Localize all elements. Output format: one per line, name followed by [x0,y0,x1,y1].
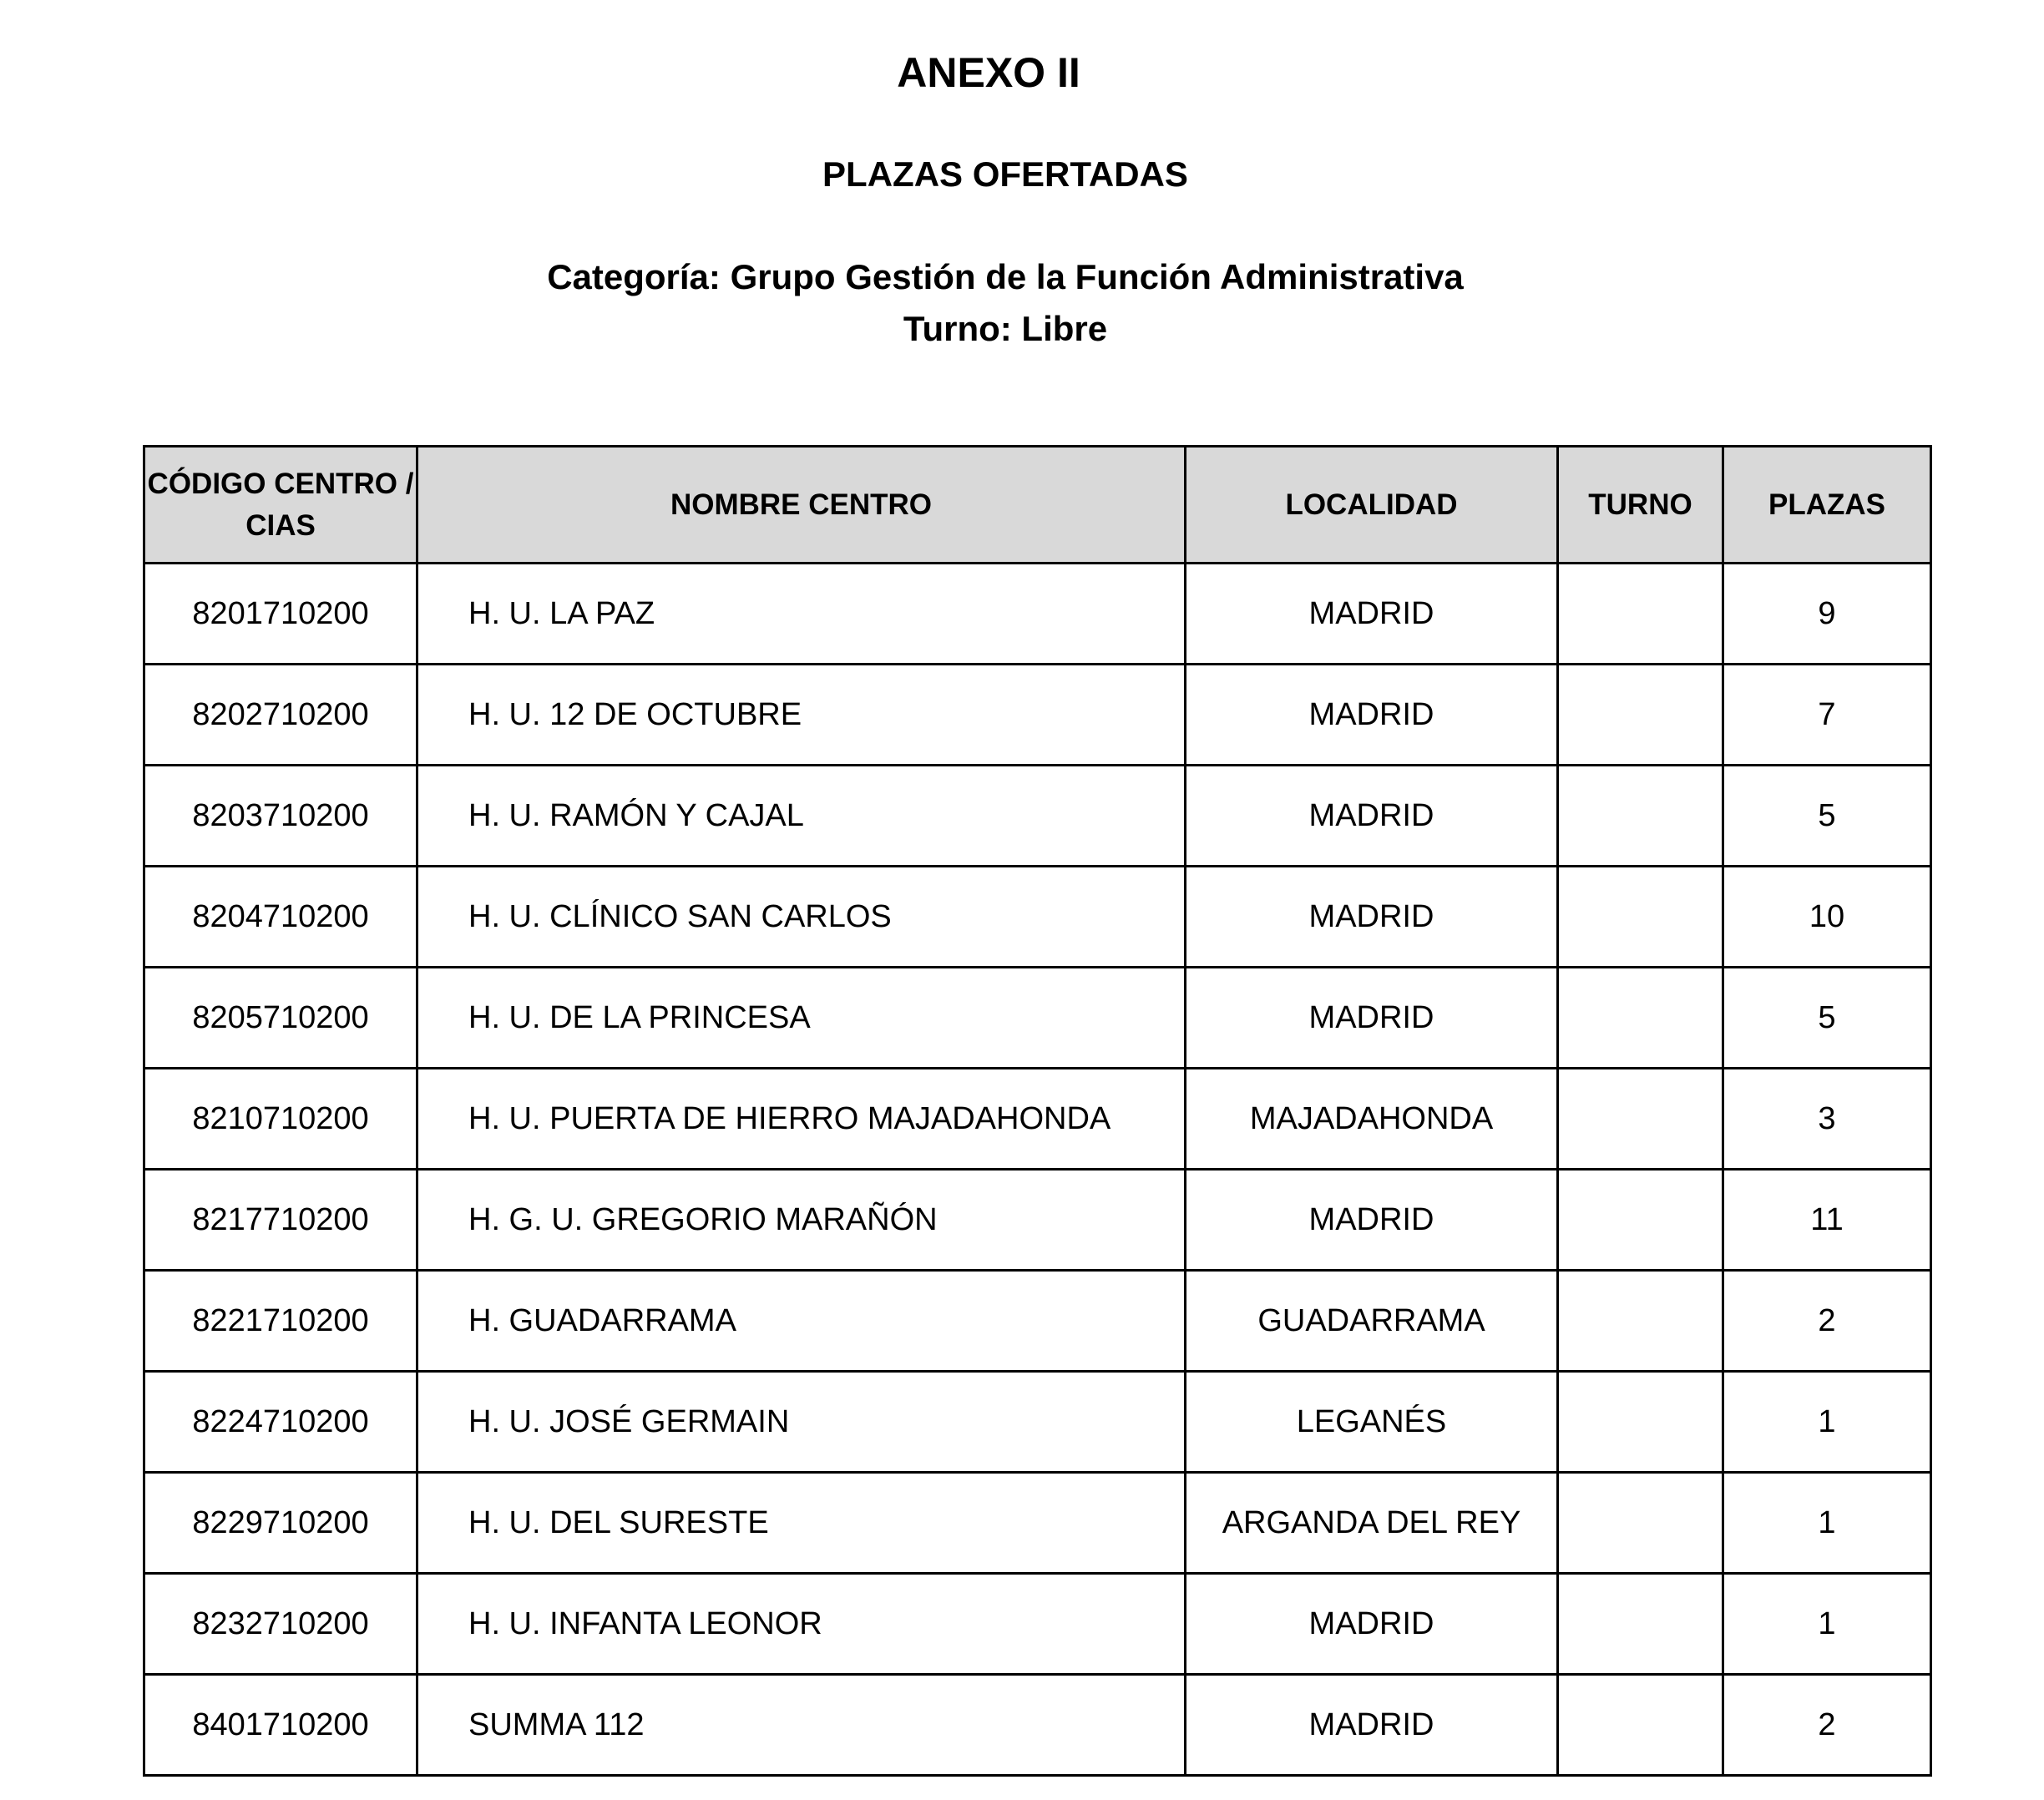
cell-locality: LEGANÉS [1186,1372,1558,1473]
cell-locality: MADRID [1186,867,1558,968]
cell-plazas: 11 [1723,1170,1931,1271]
cell-turno [1558,1473,1723,1574]
cell-plazas: 7 [1723,665,1931,766]
cell-name: H. U. 12 DE OCTUBRE [417,665,1186,766]
category-line: Categoría: Grupo Gestión de la Función Administrativa [547,257,1464,296]
cell-plazas: 2 [1723,1271,1931,1372]
cell-plazas: 1 [1723,1473,1931,1574]
cell-locality: MADRID [1186,1574,1558,1675]
cell-plazas: 1 [1723,1372,1931,1473]
cell-locality: GUADARRAMA [1186,1271,1558,1372]
cell-code: 8210710200 [144,1069,417,1170]
cell-name: SUMMA 112 [417,1675,1186,1776]
document-title: ANEXO II [897,49,1080,96]
table-row [144,1675,1931,1776]
header-locality: LOCALIDAD [1186,447,1558,564]
table-row [144,1372,1931,1473]
header-plazas: PLAZAS [1723,447,1931,564]
table-row [144,1473,1931,1574]
cell-turno [1558,867,1723,968]
cell-code: 8229710200 [144,1473,417,1574]
cell-code: 8224710200 [144,1372,417,1473]
table-body [144,564,1931,1776]
cell-turno [1558,1170,1723,1271]
cell-locality: MADRID [1186,1675,1558,1776]
table-row [144,564,1931,665]
cell-code: 8201710200 [144,564,417,665]
cell-turno [1558,1675,1723,1776]
cell-name: H. U. JOSÉ GERMAIN [417,1372,1186,1473]
cell-plazas: 10 [1723,867,1931,968]
cell-locality: MAJADAHONDA [1186,1069,1558,1170]
cell-code: 8401710200 [144,1675,417,1776]
cell-turno [1558,1372,1723,1473]
header-name: NOMBRE CENTRO [417,447,1186,564]
cell-code: 8232710200 [144,1574,417,1675]
turno-line: Turno: Libre [903,309,1108,348]
cell-name: H. GUADARRAMA [417,1271,1186,1372]
cell-code: 8202710200 [144,665,417,766]
table-row [144,1170,1931,1271]
table-row [144,968,1931,1069]
cell-locality: MADRID [1186,968,1558,1069]
cell-code: 8217710200 [144,1170,417,1271]
header-turno: TURNO [1558,447,1723,564]
cell-code: 8205710200 [144,968,417,1069]
document-subtitle: PLAZAS OFERTADAS [822,154,1188,194]
cell-name: H. G. U. GREGORIO MARAÑÓN [417,1170,1186,1271]
cell-locality: MADRID [1186,665,1558,766]
table-row [144,766,1931,867]
cell-plazas: 2 [1723,1675,1931,1776]
cell-code: 8221710200 [144,1271,417,1372]
cell-plazas: 3 [1723,1069,1931,1170]
cell-name: H. U. INFANTA LEONOR [417,1574,1186,1675]
cell-turno [1558,1271,1723,1372]
cell-turno [1558,766,1723,867]
table-row [144,1574,1931,1675]
header-code: CÓDIGO CENTRO / CIAS [144,447,417,564]
cell-turno [1558,665,1723,766]
cell-name: H. U. DE LA PRINCESA [417,968,1186,1069]
cell-turno [1558,564,1723,665]
cell-turno [1558,1069,1723,1170]
cell-plazas: 5 [1723,766,1931,867]
cell-plazas: 9 [1723,564,1931,665]
table-header-row [144,447,1931,564]
cell-code: 8204710200 [144,867,417,968]
cell-code: 8203710200 [144,766,417,867]
cell-plazas: 1 [1723,1574,1931,1675]
cell-name: H. U. RAMÓN Y CAJAL [417,766,1186,867]
cell-turno [1558,1574,1723,1675]
cell-name: H. U. CLÍNICO SAN CARLOS [417,867,1186,968]
cell-plazas: 5 [1723,968,1931,1069]
table-row [144,1069,1931,1170]
cell-locality: MADRID [1186,1170,1558,1271]
plazas-table [143,445,1932,1777]
table-row [144,867,1931,968]
table-row [144,665,1931,766]
cell-locality: ARGANDA DEL REY [1186,1473,1558,1574]
cell-locality: MADRID [1186,766,1558,867]
cell-name: H. U. DEL SURESTE [417,1473,1186,1574]
cell-locality: MADRID [1186,564,1558,665]
table-row [144,1271,1931,1372]
cell-name: H. U. PUERTA DE HIERRO MAJADAHONDA [417,1069,1186,1170]
cell-name: H. U. LA PAZ [417,564,1186,665]
cell-turno [1558,968,1723,1069]
